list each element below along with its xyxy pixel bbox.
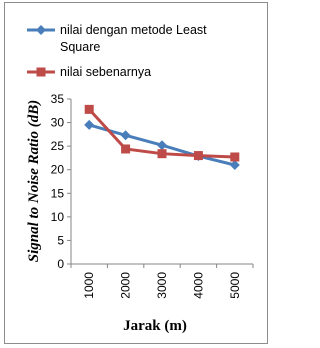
legend-entry-2 [27, 65, 151, 79]
data-point [158, 149, 167, 158]
y-tick-label: 35 [50, 92, 64, 106]
legend-marker [36, 25, 46, 35]
y-tick-label: 30 [50, 115, 64, 130]
data-point [194, 151, 203, 160]
y-tick-label: 10 [50, 209, 64, 224]
x-tick-label: 1000 [82, 272, 97, 299]
y-tick-label: 0 [57, 257, 64, 271]
x-tick-label: 5000 [227, 272, 242, 299]
legend-label: nilai dengan metode Least [60, 23, 207, 37]
x-ticks [71, 264, 253, 299]
y-tick-label: 15 [50, 186, 64, 201]
data-point [85, 105, 94, 114]
x-tick-label: 4000 [191, 272, 206, 299]
legend-label: Square [60, 40, 101, 54]
x-tick-label: 2000 [118, 272, 133, 299]
y-axis-title: Signal to Noise Ratio (dB) [26, 99, 42, 263]
data-point [121, 130, 131, 140]
legend-marker [37, 68, 46, 77]
data-point [230, 160, 240, 170]
data-point [230, 152, 239, 161]
series-2 [85, 105, 240, 162]
legend-entry-1 [27, 23, 207, 54]
legend-label: nilai sebenarnya [60, 65, 152, 79]
x-tick-label: 3000 [155, 272, 169, 299]
legend [27, 23, 207, 79]
data-point [157, 140, 167, 150]
y-tick-label: 20 [50, 162, 64, 177]
y-tick-label: 25 [50, 139, 64, 154]
y-tick-label: 5 [57, 233, 64, 248]
x-axis-title: Jarak (m) [123, 318, 187, 334]
axes [71, 99, 253, 264]
data-point [121, 144, 130, 153]
plot-area [84, 105, 240, 170]
data-point [84, 120, 94, 130]
y-ticks [51, 92, 71, 271]
